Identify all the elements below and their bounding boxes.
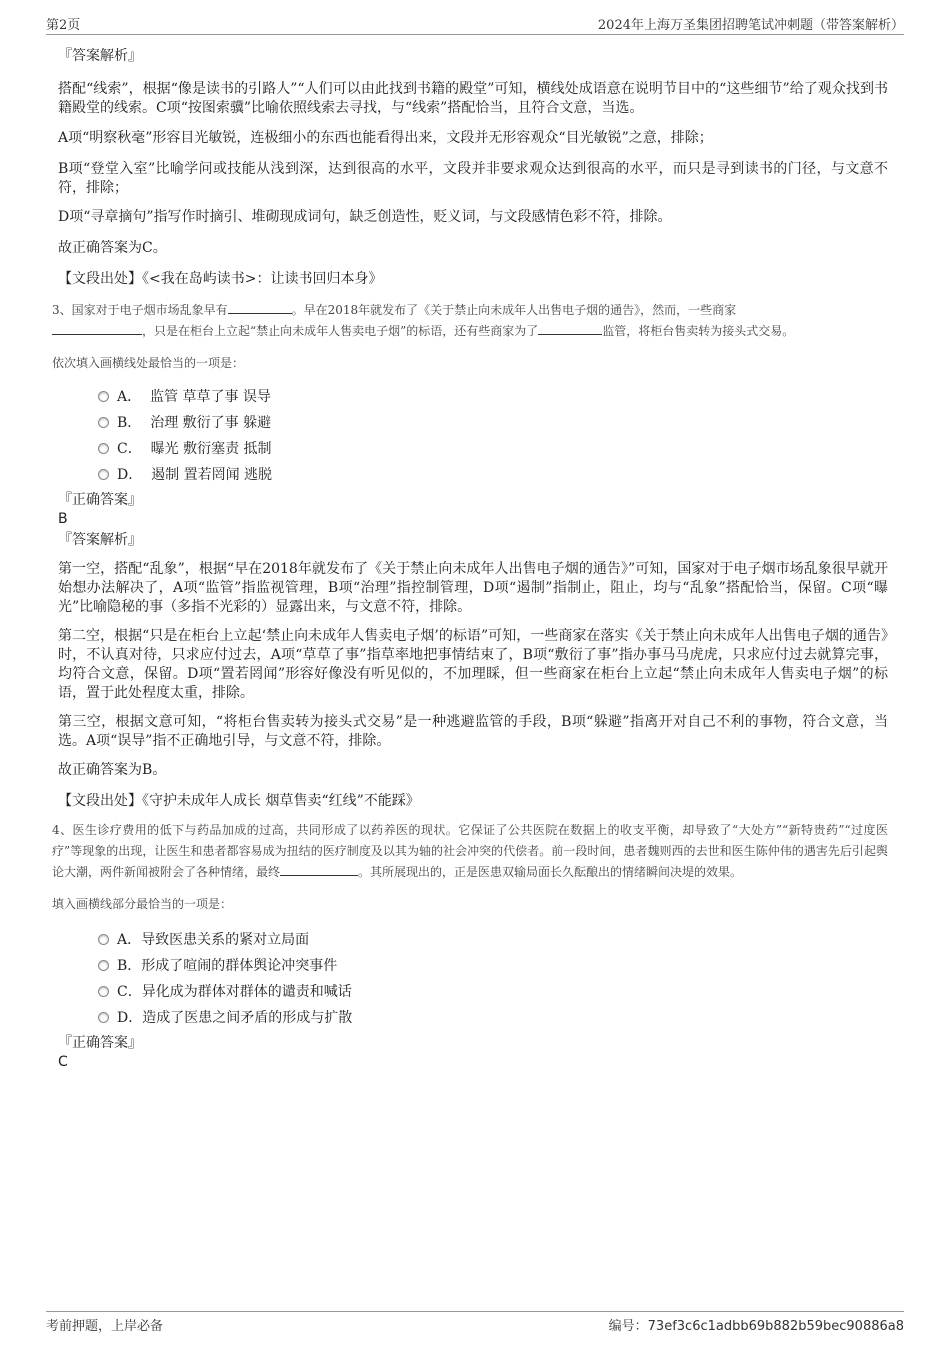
option-c[interactable]: C． 曝光 敷衍塞责 抵制 — [98, 436, 888, 462]
radio-button[interactable] — [98, 469, 109, 480]
analysis-paragraph: 第三空，根据文意可知，“将柜台售卖转为接头式交易”是一种逃避监管的手段，B项“躲避”指离开对自己不利的事物，符合文意，当选。A项“误导”指不正确地引导，与文意不符，排除。 — [58, 714, 888, 749]
fill-blank — [538, 322, 602, 335]
answer-label: 『正确答案』 — [58, 492, 142, 508]
correct-answer: B — [58, 511, 68, 527]
analysis-paragraph: 第二空，根据“只是在柜台上立起‘禁止向未成年人售卖电子烟’的标语”可知，一些商家在落实《关于禁止向未成年人出售电子烟的通告》时，不认真对待，只求应付过去，A项“草草了事”指草率地把事情结束了，B项“敷衍了事”指办事马马虎虎，只求应付过去就算完事，均符合文意，保留。D项“置若罔闻”形容好像没有听见似的，不加理睬，但一些商家在柜台上立起“禁止向未成年人售卖电子烟”的标语，置于此处程度太重，排除。 — [58, 628, 888, 701]
radio-button[interactable] — [98, 443, 109, 454]
question-instruction: 填入画横线部分最恰当的一项是： — [52, 897, 233, 911]
analysis-paragraph: A项“明察秋毫”形容目光敏锐，连极细小的东西也能看得出来，文段并无形容观众“目光敏锐”之意，排除； — [58, 130, 713, 146]
question-instruction: 依次填入画横线处最恰当的一项是： — [52, 356, 245, 370]
radio-button[interactable] — [98, 986, 109, 997]
conclusion: 故正确答案为C。 — [58, 240, 167, 256]
fill-blank — [52, 322, 142, 335]
options-list — [58, 384, 888, 488]
document-title: 2024年上海万圣集团招聘笔试冲刺题（带答案解析） — [597, 18, 904, 33]
radio-button[interactable] — [98, 934, 109, 945]
option-b[interactable]: B． 治理 敷衍了事 躲避 — [98, 410, 888, 436]
analysis-paragraph: 搭配“线索”，根据“像是读书的引路人”“人们可以由此找到书籍的殿堂”可知，横线处成语意在说明节目中的“这些细节”给了观众找到书籍殿堂的线索。C项“按图索骥”比喻依照线索去寻找，与“线索”搭配恰当，且符合文意，当选。 — [58, 81, 888, 116]
source-citation: 【文段出处】《守护未成年人成长 烟草售卖“红线”不能踩》 — [58, 793, 420, 809]
option-d[interactable]: D． 遏制 置若罔闻 逃脱 — [98, 462, 888, 488]
radio-button[interactable] — [98, 417, 109, 428]
option-c[interactable]: C．异化成为群体对群体的谴责和喊话 — [98, 979, 888, 1005]
radio-button[interactable] — [98, 960, 109, 971]
page-number: 第2页 — [46, 18, 81, 33]
page-footer — [46, 1311, 904, 1334]
option-a[interactable]: A． 监管 草草了事 误导 — [98, 384, 888, 410]
option-a[interactable]: A．导致医患关系的紧对立局面 — [98, 927, 888, 953]
analysis-label: 『答案解析』 — [58, 48, 142, 64]
page-content — [52, 46, 888, 1071]
footer-slogan: 考前押题，上岸必备 — [46, 1319, 164, 1334]
analysis-paragraph: 第一空，搭配“乱象”，根据“早在2018年就发布了《关于禁止向未成年人出售电子烟的通告》”可知，国家对于电子烟市场乱象很早就开始想办法解决了，A项“监管”指监视管理，B项“治理”指控制管理，D项“遏制”指制止，阻止，均与“乱象”搭配恰当，保留。C项“曝光”比喻隐秘的事（多指不光彩的）显露出来，与文意不符，排除。 — [58, 561, 888, 615]
radio-button[interactable] — [98, 1012, 109, 1023]
radio-button[interactable] — [98, 391, 109, 402]
document-code: 编号：73ef3c6c1adbb69b882b59bec90886a8 — [608, 1319, 904, 1334]
option-d[interactable]: D．造成了医患之间矛盾的形成与扩散 — [98, 1005, 888, 1031]
source-citation: 【文段出处】《<我在岛屿读书>：让读书回归本身》 — [58, 271, 383, 287]
fill-blank — [280, 863, 358, 876]
question-3-stem: 3、国家对于电子烟市场乱象早有 。早在2018年就发布了《关于禁止向未成年人出售电子烟的通告》，然而，一些商家 ，只是在柜台上立起“禁止向未成年人售卖电子烟”的标语，还有些商家为了 监管，将柜台售卖转为接头式交易。 — [52, 303, 795, 338]
analysis-paragraph: B项“登堂入室”比喻学问或技能从浅到深，达到很高的水平，文段并非要求观众达到很高的水平，而只是寻到读书的门径，与文意不符，排除； — [58, 161, 888, 196]
conclusion: 故正确答案为B。 — [58, 762, 167, 778]
page-header — [46, 12, 904, 35]
analysis-label: 『答案解析』 — [58, 532, 142, 548]
analysis-paragraph: D项“寻章摘句”指写作时摘引、堆砌现成词句，缺乏创造性，贬义词，与文段感情色彩不符，排除。 — [58, 209, 672, 225]
question-4-stem: 4、医生诊疗费用的低下与药品加成的过高，共同形成了以药养医的现状。它保证了公共医院在数据上的收支平衡，却导致了“大处方”“新特贵药”“过度医疗”等现象的出现，让医生和患者都容易成为扭结的医疗制度及以其为轴的社会冲突的代偿者。前一段时间，患者魏则西的去世和医生陈仲伟的遇害先后引起舆论大潮，两件新闻被附会了各种情绪，最终 。其所展现出的，正是医患双输局面长久酝酿出的情绪瞬间决堤的效果。 — [52, 823, 888, 879]
option-b[interactable]: B．形成了喧闹的群体舆论冲突事件 — [98, 953, 888, 979]
options-list — [58, 927, 888, 1031]
correct-answer: C — [58, 1054, 68, 1070]
fill-blank — [228, 301, 292, 314]
answer-label: 『正确答案』 — [58, 1035, 142, 1051]
